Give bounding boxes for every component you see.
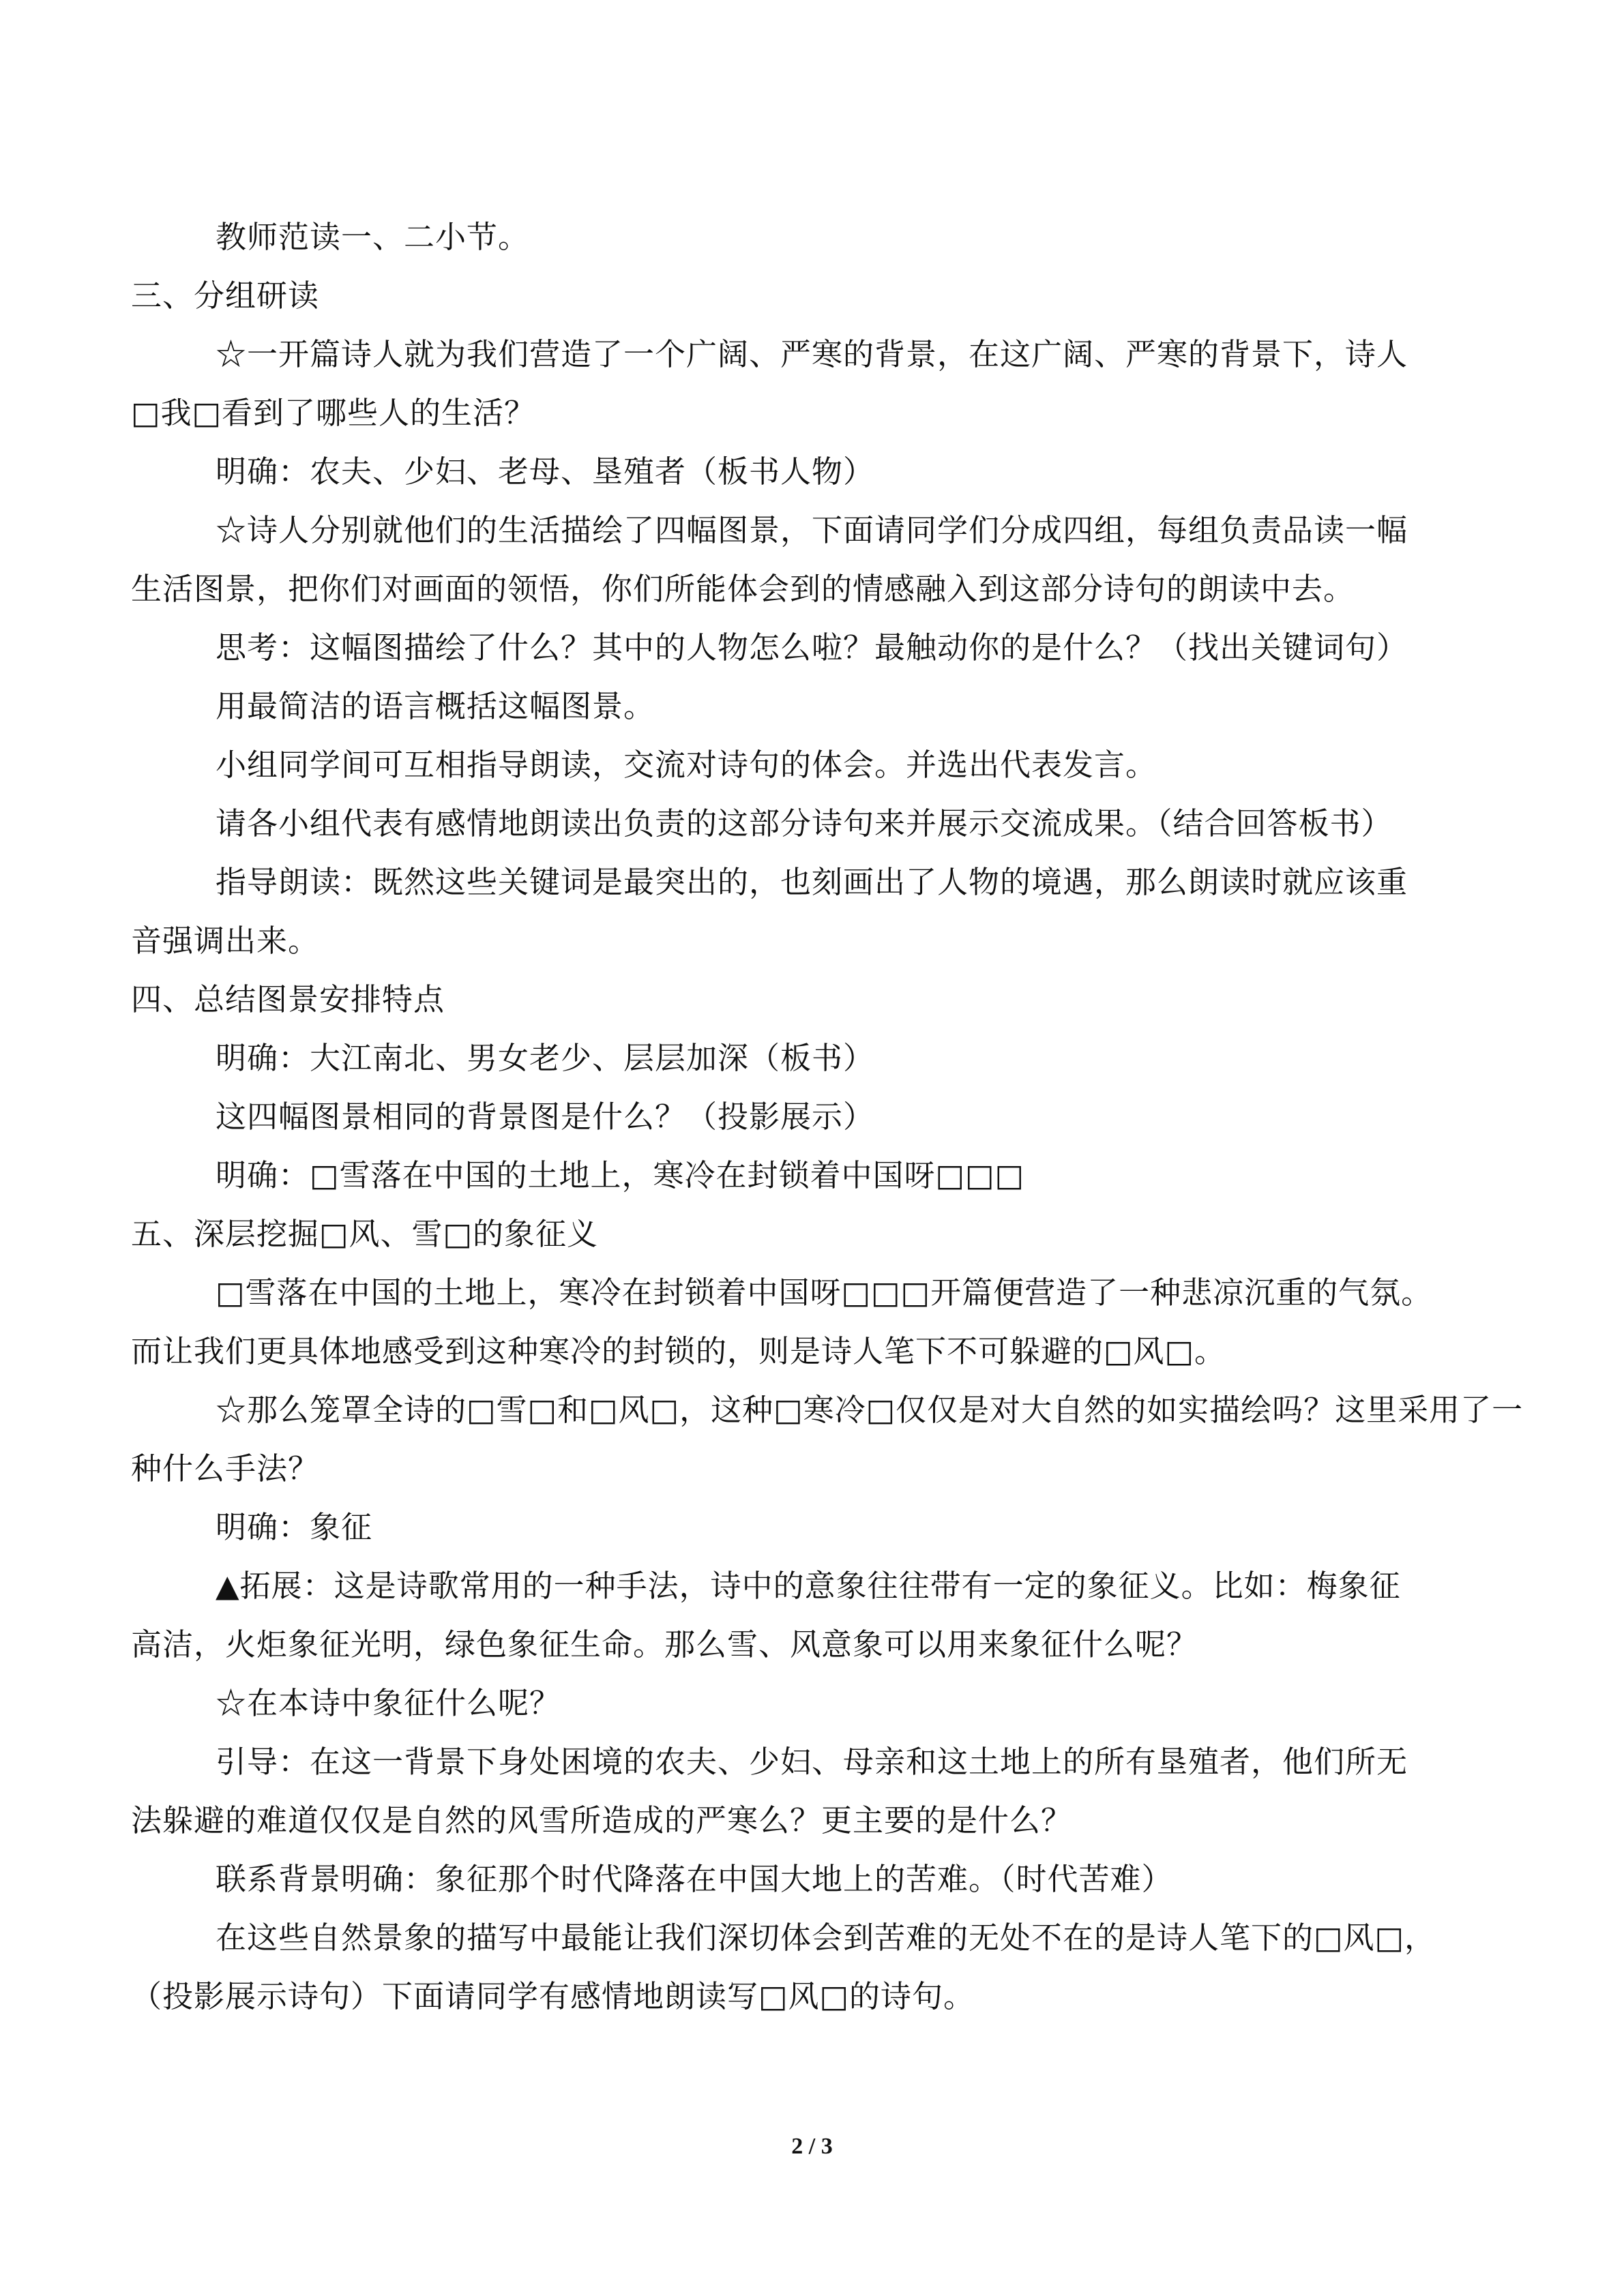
text-line: ☆那么笼罩全诗的□雪□和□风□，这种□寒冷□仅仅是对大自然的如实描绘吗？这里采用了一 — [216, 1392, 1524, 1428]
text-line: 种什么手法？ — [131, 1450, 320, 1487]
text-line: 教师范读一、二小节。 — [216, 219, 530, 255]
text-line: ☆诗人分别就他们的生活描绘了四幅图景，下面请同学们分成四组，每组负责品读一幅 — [216, 512, 1408, 548]
text-line: 请各小组代表有感情地朗读出负责的这部分诗句来并展示交流成果。（结合回答板书） — [216, 805, 1393, 841]
text-line: □雪落在中国的土地上，寒冷在封锁着中国呀□□□开篇便营造了一种悲凉沉重的气氛。 — [216, 1274, 1433, 1311]
text-line: □我□看到了哪些人的生活？ — [131, 395, 536, 431]
text-line: 高洁，火炬象征光明，绿色象征生命。那么雪、风意象可以用来象征什么呢？ — [131, 1626, 1198, 1663]
text-line: 引导：在这一背景下身处困境的农夫、少妇、母亲和这土地上的所有垦殖者，他们所无 — [216, 1744, 1408, 1780]
page-number: 2 / 3 — [791, 2134, 833, 2159]
section-heading: 四、总结图景安排特点 — [131, 981, 445, 1017]
section-heading: 三、分组研读 — [131, 278, 320, 314]
text-line: 而让我们更具体地感受到这种寒冷的封锁的，则是诗人笔下不可躲避的□风□。 — [131, 1333, 1226, 1369]
section-heading: 五、深层挖掘□风、雪□的象征义 — [131, 1216, 599, 1252]
text-line: 生活图景，把你们对画面的领悟，你们所能体会到的情感融入到这部分诗句的朗读中去。 — [131, 571, 1355, 607]
text-line: 明确：□雪落在中国的土地上，寒冷在封锁着中国呀□□□ — [216, 1157, 1025, 1193]
text-line: 在这些自然景象的描写中最能让我们深切体会到苦难的无处不在的是诗人笔下的□风□， — [216, 1920, 1436, 1956]
text-line: 音强调出来。 — [131, 923, 320, 959]
text-line: 指导朗读：既然这些关键词是最突出的，也刻画出了人物的境遇，那么朗读时就应该重 — [216, 864, 1408, 900]
text-line: 用最简洁的语言概括这幅图景。 — [216, 688, 655, 724]
text-line: ▲拓展：这是诗歌常用的一种手法，诗中的意象往往带有一定的象征义。比如：梅象征 — [216, 1568, 1401, 1604]
text-line: （投影展示诗句）下面请同学有感情地朗读写□风□的诗句。 — [131, 1978, 975, 2014]
text-line: 这四幅图景相同的背景图是什么？（投影展示） — [216, 1099, 875, 1135]
text-line: 法躲避的难道仅仅是自然的风雪所造成的严寒么？更主要的是什么？ — [131, 1802, 1073, 1838]
text-line: 明确：农夫、少妇、老母、垦殖者（板书人物） — [216, 453, 875, 490]
text-line: ☆一开篇诗人就为我们营造了一个广阔、严寒的背景，在这广阔、严寒的背景下，诗人 — [216, 336, 1408, 372]
text-line: 明确：大江南北、男女老少、层层加深（板书） — [216, 1040, 875, 1076]
text-line: ☆在本诗中象征什么呢？ — [216, 1685, 561, 1721]
text-line: 小组同学间可互相指导朗读，交流对诗句的体会。并选出代表发言。 — [216, 747, 1157, 783]
text-line: 联系背景明确：象征那个时代降落在中国大地上的苦难。（时代苦难） — [216, 1861, 1173, 1897]
text-line: 明确：象征 — [216, 1509, 373, 1545]
text-line: 思考：这幅图描绘了什么？其中的人物怎么啦？最触动你的是什么？（找出关键词句） — [216, 629, 1408, 666]
